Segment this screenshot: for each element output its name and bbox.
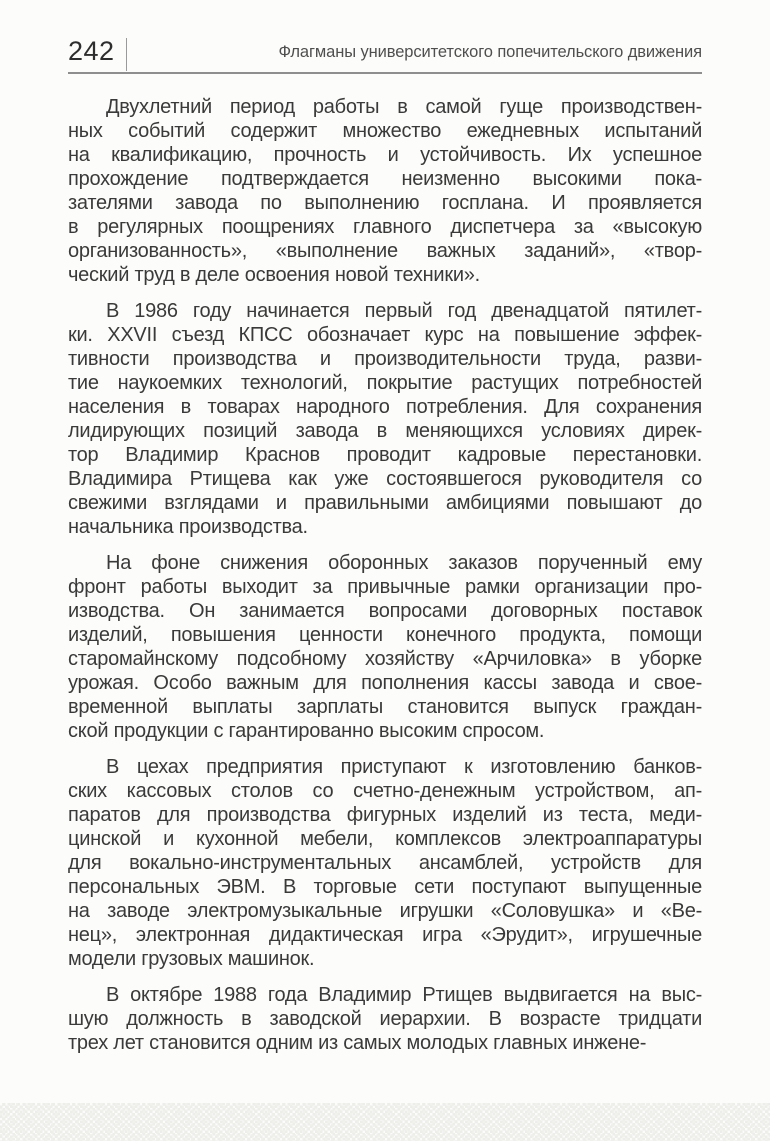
text-line: в регулярных поощрениях главного диспетчера за «высокую: [68, 216, 702, 238]
text-line: тивности производства и производительности труда, разви-: [68, 348, 702, 370]
text-line: нец», электронная дидактическая игра «Эрудит», игрушечные: [68, 924, 702, 946]
text-line: начальника производства.: [68, 516, 308, 538]
text-line: тие наукоемких технологий, покрытие растущих потребностей: [68, 372, 702, 394]
header-rule: [68, 72, 702, 74]
text-line: свежими взглядами и правильными амбициями повышают до: [68, 492, 702, 514]
text-line: В 1986 году начинается первый год двенадцатой пятилет-: [106, 300, 702, 322]
text-line: временной выплаты зарплаты становится выпуск граждан-: [68, 696, 702, 718]
text-line: модели грузовых машинок.: [68, 948, 315, 970]
text-line: урожая. Особо важным для пополнения кассы завода и свое-: [68, 672, 702, 694]
text-line: ки. XXVII съезд КПСС обозначает курс на повышение эффек-: [68, 324, 702, 346]
text-line: трех лет становится одним из самых молодых главных инжене-: [68, 1032, 647, 1054]
text-line: ных событий содержит множество ежедневных испытаний: [68, 120, 702, 142]
page-header: [68, 38, 702, 65]
page-number: 242: [68, 36, 115, 66]
text-line: В цехах предприятия приступают к изготовлению банков-: [106, 756, 702, 778]
page-body: [68, 95, 702, 1055]
text-line: организованность», «выполнение важных заданий», «твор-: [68, 240, 702, 262]
text-line: для вокально-инструментальных ансамблей, устройств для: [68, 852, 702, 874]
paragraph: [68, 95, 702, 287]
paragraph: [68, 983, 702, 1055]
text-line: населения в товарах народного потребления. Для сохранения: [68, 396, 702, 418]
text-line: цинской и кухонной мебели, комплексов электроаппаратуры: [68, 828, 702, 850]
text-line: фронт работы выходит за привычные рамки организации про-: [68, 576, 702, 598]
text-line: паратов для производства фигурных изделий из теста, меди-: [68, 804, 702, 826]
text-line: на квалификацию, прочность и устойчивость. Их успешное: [68, 144, 702, 166]
text-line: на заводе электромузыкальные игрушки «Соловушка» и «Ве-: [68, 900, 702, 922]
text-line: персональных ЭВМ. В торговые сети поступают выпущенные: [68, 876, 702, 898]
text-line: Владимира Ртищева как уже состоявшегося руководителя со: [68, 468, 702, 490]
text-line: тор Владимир Краснов проводит кадровые перестановки.: [68, 444, 702, 466]
text-line: В октябре 1988 года Владимир Ртищев выдвигается на выс-: [106, 984, 702, 1006]
text-line: Двухлетний период работы в самой гуще производствен-: [106, 96, 702, 118]
text-line: лидирующих позиций завода в меняющихся условиях дирек-: [68, 420, 702, 442]
text-line: изделий, повышения ценности конечного продукта, помощи: [68, 624, 702, 646]
running-header-title: Флагманы университетского попечительского движения: [278, 43, 702, 62]
paragraph: [68, 551, 702, 743]
paragraph: [68, 755, 702, 971]
scan-noise-band: [0, 1103, 770, 1141]
text-line: шую должность в заводской иерархии. В возрасте тридцати: [68, 1008, 702, 1030]
text-line: зателями завода по выполнению госплана. И проявляется: [68, 192, 702, 214]
text-line: старомайнскому подсобному хозяйству «Арчиловка» в уборке: [68, 648, 702, 670]
text-line: ских кассовых столов со счетно-денежным устройством, ап-: [68, 780, 702, 802]
text-line: ческий труд в деле освоения новой техники».: [68, 264, 480, 286]
text-line: На фоне снижения оборонных заказов порученный ему: [106, 552, 702, 574]
text-line: прохождение подтверждается неизменно высокими пока-: [68, 168, 702, 190]
paragraph: [68, 299, 702, 539]
text-line: изводства. Он занимается вопросами договорных поставок: [68, 600, 702, 622]
text-line: ской продукции с гарантированно высоким спросом.: [68, 720, 545, 742]
